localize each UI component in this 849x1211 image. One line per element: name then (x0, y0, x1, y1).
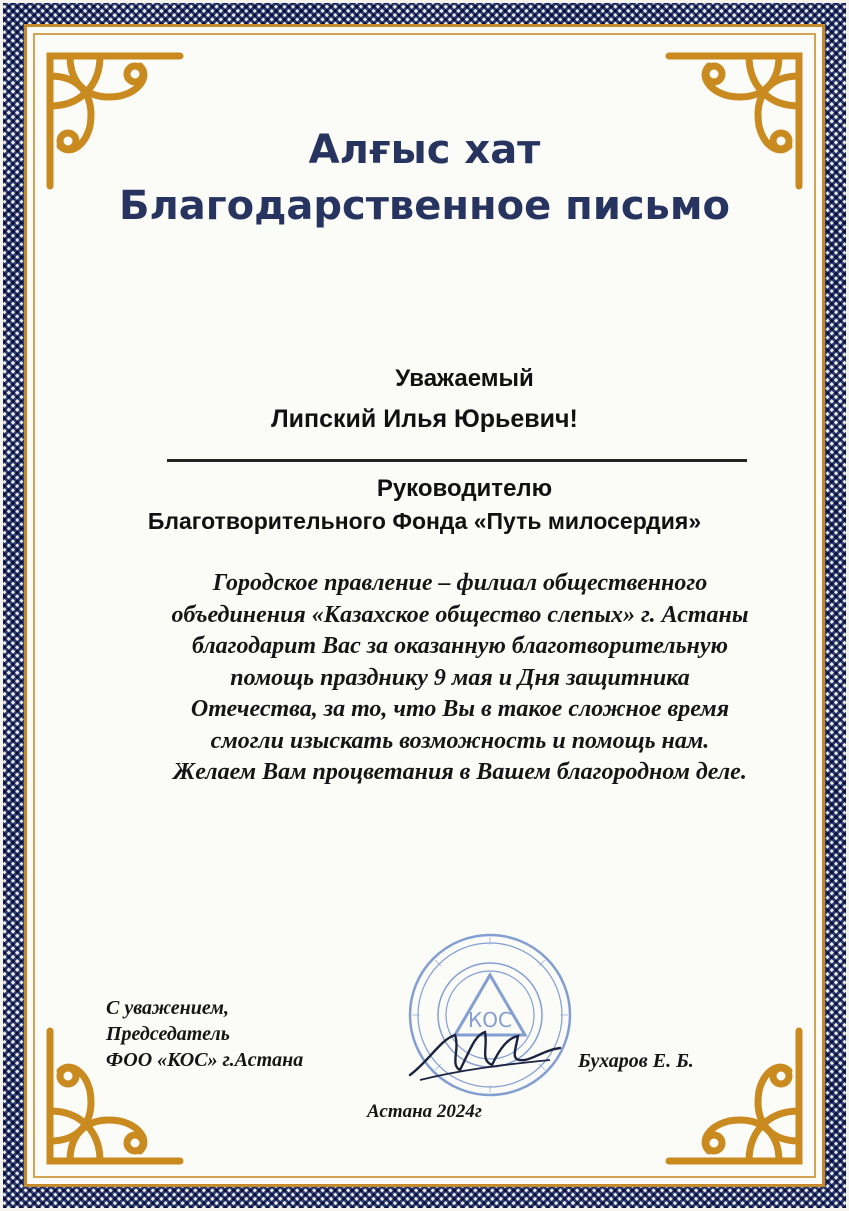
handwritten-signature-icon (400, 1020, 570, 1090)
signer-name: Бухаров Е. Б. (578, 1050, 694, 1072)
body-line: Городское правление – филиал общественного (212, 570, 708, 596)
recipient-name: Липский Илья Юрьевич! (271, 405, 578, 433)
recipient-organization: Благотворительного Фонда «Путь милосердия» (147, 508, 702, 534)
closing-line: С уважением, (106, 997, 229, 1019)
body-line: объединения «Казахское общество слепых» г. Астаны (171, 601, 749, 628)
title-russian: Благодарственное письмо (118, 183, 731, 229)
divider-line (167, 459, 747, 462)
letter-body (100, 568, 820, 789)
recipient-role: Руководителю (376, 475, 553, 502)
corner-ornament-icon (40, 46, 190, 196)
body-line: помощь празднику 9 мая и Дня защитника (230, 664, 690, 691)
seal-text: КОС (468, 1008, 512, 1032)
body-line: Желаем Вам процветания в Вашем благородном деле. (173, 759, 747, 785)
corner-ornament-icon (659, 46, 809, 196)
body-line: Отечества, за то, что Вы в такое сложное время (190, 696, 730, 722)
place-date: Астана 2024г (367, 1101, 482, 1122)
title-kazakh: Алғыс хат (308, 127, 541, 173)
signer-title: Председатель (106, 1023, 230, 1045)
body-line: благодарит Вас за оказанную благотворительную (191, 633, 729, 659)
signer-organization: ФОО «КОС» г.Астана (106, 1049, 304, 1071)
greeting-salutation: Уважаемый (395, 365, 534, 392)
corner-ornament-icon (659, 1021, 809, 1171)
body-line: смогли изыскать возможность и помощь нам. (210, 727, 710, 754)
signature-block (106, 995, 303, 1073)
